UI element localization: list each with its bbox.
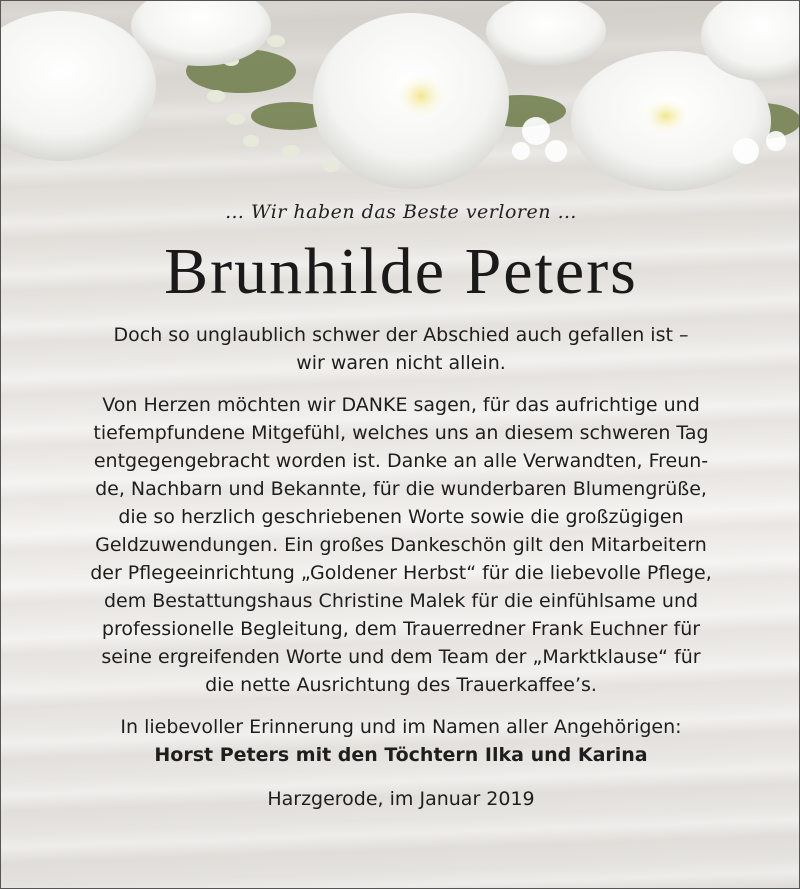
text-line: wir waren nicht allein. [296, 352, 506, 374]
text-line: de, Nachbarn und Bekannte, für die wunderbaren Blumengrüße, [95, 478, 707, 500]
signoff [1, 713, 800, 769]
text-line: seine ergreifenden Worte und dem Team der „Marktklause“ für [101, 646, 701, 668]
thanks-paragraph [1, 391, 800, 699]
text-line: die so herzlich geschriebenen Worte sowie die großzügigen [118, 506, 684, 528]
text-line: professionelle Begleitung, dem Trauerredner Frank Euchner für [101, 618, 701, 640]
text-line: die nette Ausrichtung des Trauerkaffee’s. [205, 674, 597, 696]
text-line: der Pflegeeinrichtung „Goldener Herbst“ für die liebevolle Pflege, [90, 562, 712, 584]
tagline: … Wir haben das Beste verloren … [224, 201, 578, 223]
text-line: Geldzuwendungen. Ein großes Dankeschön gilt den Mitarbeitern [95, 534, 707, 556]
signoff-names: Horst Peters mit den Töchtern Ilka und Karina [154, 744, 648, 766]
text-line: entgegengebracht worden ist. Danke an alle Verwandten, Freun- [93, 450, 709, 472]
obituary-text [1, 197, 800, 813]
deceased-name: Brunhilde Peters [164, 235, 638, 308]
text-line: Doch so unglaublich schwer der Abschied auch gefallen ist – [113, 324, 689, 346]
intro-paragraph [1, 321, 800, 377]
text-line: Von Herzen möchten wir DANKE sagen, für das aufrichtige und [102, 394, 700, 416]
text-line: tiefempfundene Mitgefühl, welches uns an diesem schweren Tag [93, 422, 709, 444]
text-line: dem Bestattungshaus Christine Malek für die einfühlsame und [103, 590, 699, 612]
flower-image [1, 1, 800, 201]
signoff-line: In liebevoller Erinnerung und im Namen aller Angehörigen: [120, 716, 682, 738]
place-date: Harzgerode, im Januar 2019 [267, 788, 535, 810]
